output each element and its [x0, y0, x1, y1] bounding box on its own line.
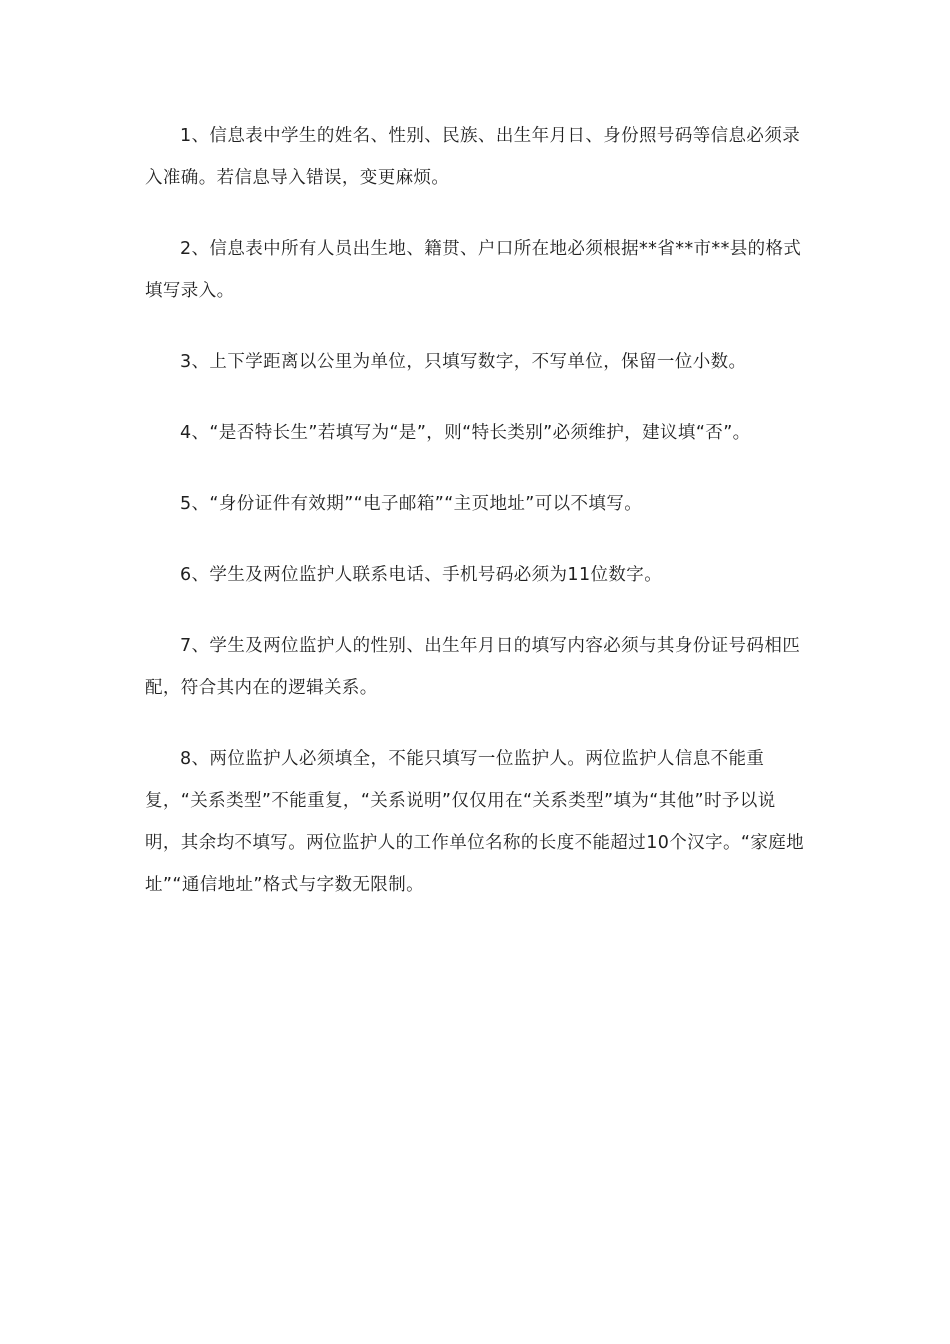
paragraph-7: 7、学生及两位监护人的性别、出生年月日的填写内容必须与其身份证号码相匹配，符合其内在的逻辑关系。 [145, 636, 801, 698]
paragraph-2: 2、信息表中所有人员出生地、籍贯、户口所在地必须根据**省**市**县的格式填写录入。 [145, 239, 802, 301]
paragraph-4: 4、“是否特长生”若填写为“是”，则“特长类别”必须维护，建议填“否”。 [180, 423, 751, 443]
paragraph-6: 6、学生及两位监护人联系电话、手机号码必须为11位数字。 [180, 565, 663, 585]
paragraph-1: 1、信息表中学生的姓名、性别、民族、出生年月日、身份照号码等信息必须录入准确。若信息导入错误，变更麻烦。 [145, 126, 801, 188]
paragraph-3: 3、上下学距离以公里为单位，只填写数字，不写单位，保留一位小数。 [180, 352, 747, 372]
paragraph-5: 5、“身份证件有效期”“电子邮箱”“主页地址”可以不填写。 [180, 494, 643, 514]
paragraph-8: 8、两位监护人必须填全，不能只填写一位监护人。两位监护人信息不能重复，“关系类型”不能重复，“关系说明”仅仅用在“关系类型”填为“其他”时予以说明，其余均不填写。两位监护人的工作单位名称的长度不能超过10个汉字。“家庭地址”“通信地址”格式与字数无限制。 [145, 749, 805, 895]
document-body [145, 115, 807, 935]
